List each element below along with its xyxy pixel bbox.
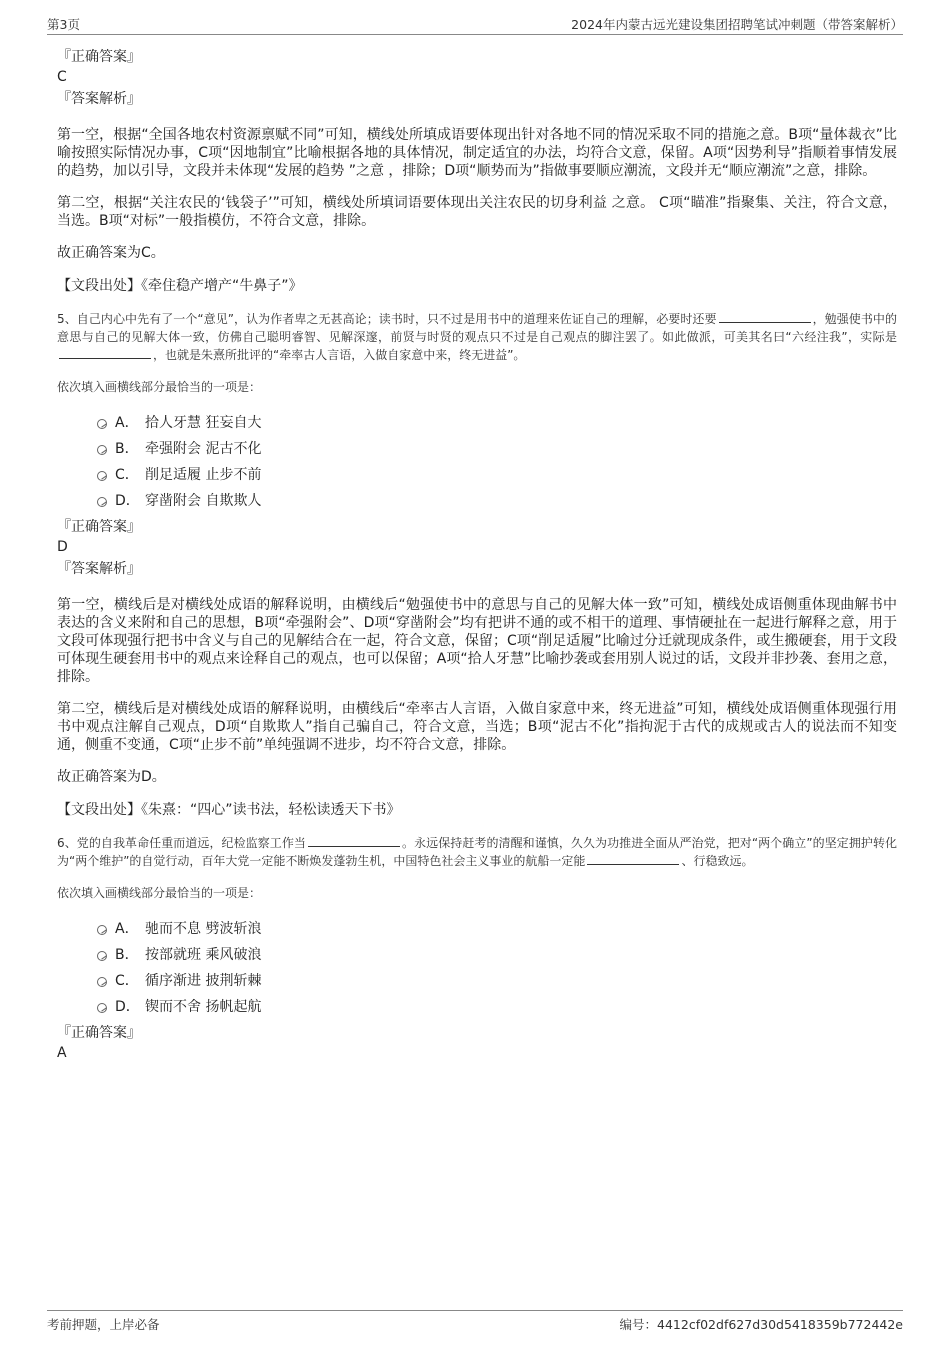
analysis-label: 『答案解析』 [57,561,141,577]
option-b[interactable] [97,942,897,968]
option-letter: C． [115,973,139,989]
option-text: 穿凿附会 自欺欺人 [145,493,262,509]
correct-answer-value: A [57,1045,67,1061]
radio-icon[interactable] [97,419,107,429]
fill-blank [59,346,151,359]
options-list [97,916,897,1020]
analysis-label: 『答案解析』 [57,91,141,107]
radio-icon[interactable] [97,977,107,987]
analysis-paragraph: 第一空，根据“全国各地农村资源禀赋不同”可知，横线处所填成语要体现出针对各地不同的情况采取不同的措施之意。B项“量体裁衣”比喻按照实际情况办事，C项“因地制宜”比喻根据各地的具体情况，制定适宜的办法，均符合文意，保留。A项“因势利导”指顺着事情发展的趋势，加以引导，文段并未体现“发展的趋势 ”之意 ，排除；D项“顺势而为”指做事要顺应潮流，文段并无“顺应潮流”之意，排除。 [57,127,897,179]
question-5 [57,310,897,820]
page-content [57,44,897,1062]
correct-answer-label: 『正确答案』 [57,49,141,65]
option-letter: D． [115,493,140,509]
radio-icon[interactable] [97,497,107,507]
option-letter: D． [115,999,140,1015]
fill-blank [587,852,679,865]
analysis-conclusion: 故正确答案为D。 [57,769,166,785]
question-4-answer-block [57,46,897,296]
page-footer [47,1310,903,1333]
option-d[interactable] [97,994,897,1020]
text-source: 【文段出处】《牵住稳产增产“牛鼻子”》 [57,278,303,294]
question-instruction: 依次填入画横线部分最恰当的一项是： [57,886,262,900]
analysis-paragraph: 第一空，横线后是对横线处成语的解释说明，由横线后“勉强使书中的意思与自己的见解大体一致”可知，横线处成语侧重体现曲解书中表达的含义来附和自己的思想，B项“牵强附会”、D项“穿凿附会”均有把讲不通的或不相干的道理、事情硬扯在一起进行解释之意，用于文段可体现强行把书中含义与自己的见解结合在一起，符合文意，保留；C项“削足适履”比喻过分迁就现成条件，或生搬硬套，用于文段可体现生硬套用书中的观点来诠释自己的观点，也可以保留；A项“拾人牙慧”比喻抄袭或套用别人说过的话，文段并非抄袭、套用之意，排除。 [57,597,897,685]
correct-answer-value: D [57,539,68,555]
option-d[interactable] [97,488,897,514]
text-source: 【文段出处】《朱熹：“四心”读书法，轻松读透天下书》 [57,802,401,818]
option-letter: A． [115,921,139,937]
question-text-part: 。永远保持赶考的清醒和谨慎，久久为功推进全面从严治党，把对“两个确立”的坚定拥护转化为“两个维护”的自觉行动，百年大党一定能不断焕发蓬勃生机，中国特色社会主义事业的航船一定能 [57,836,898,868]
option-text: 牵强附会 泥古不化 [145,441,262,457]
radio-icon[interactable] [97,1003,107,1013]
radio-icon[interactable] [97,951,107,961]
option-text: 削足适履 止步不前 [145,467,262,483]
option-text: 按部就班 乘风破浪 [145,947,262,963]
question-text-part: ，勉强使书中的意思与自己的见解大体一致，仿佛自己聪明睿智、见解深邃，前贤与时贤的观点只不过是自己观点的脚注罢了。如此做派，可美其名曰“六经注我”，实际是 [57,312,897,344]
question-text-part: ，也就是朱熹所批评的“牵率古人言语，入做自家意中来，终无进益”。 [153,348,526,362]
analysis-conclusion: 故正确答案为C。 [57,245,165,261]
question-text [57,310,897,364]
document-title: 2024年内蒙古远光建设集团招聘笔试冲刺题（带答案解析） [571,17,903,32]
question-6 [57,834,897,1062]
fill-blank [719,310,811,323]
option-c[interactable] [97,462,897,488]
option-a[interactable] [97,916,897,942]
page-number: 第3页 [47,17,80,32]
option-b[interactable] [97,436,897,462]
correct-answer-label: 『正确答案』 [57,519,141,535]
option-text: 锲而不舍 扬帆起航 [145,999,262,1015]
option-a[interactable] [97,410,897,436]
document-code: 编号：4412cf02df627d30d5418359b772442e [619,1317,903,1332]
analysis-paragraph: 第二空，根据“关注农民的‘钱袋子’”可知，横线处所填词语要体现出关注农民的切身利益 之意。 C项“瞄准”指聚集、关注，符合文意，当选。B项“对标”一般指模仿，不符合文意，排除。 [57,195,897,229]
radio-icon[interactable] [97,445,107,455]
option-letter: B． [115,947,139,963]
question-text-part: 6、党的自我革命任重而道远，纪检监察工作当 [57,836,306,850]
correct-answer-label: 『正确答案』 [57,1025,141,1041]
option-letter: C． [115,467,139,483]
question-text [57,834,897,870]
option-letter: B． [115,441,139,457]
page-header [47,12,903,35]
radio-icon[interactable] [97,471,107,481]
option-text: 拾人牙慧 狂妄自大 [145,415,262,431]
analysis-paragraph: 第二空，横线后是对横线处成语的解释说明，由横线后“牵率古人言语，入做自家意中来，终无进益”可知，横线处成语侧重体现强行用书中观点注解自己观点，D项“自欺欺人”指自己骗自己，符合文意，当选；B项“泥古不化”指拘泥于古代的成规或古人的说法而不知变通，侧重不变通，C项“止步不前”单纯强调不进步，均不符合文意，排除。 [57,701,897,753]
option-text: 驰而不息 劈波斩浪 [145,921,262,937]
fill-blank [308,834,400,847]
question-instruction: 依次填入画横线部分最恰当的一项是： [57,380,262,394]
option-text: 循序渐进 披荆斩棘 [145,973,262,989]
question-text-part: 、行稳致远。 [681,854,754,868]
options-list [97,410,897,514]
radio-icon[interactable] [97,925,107,935]
question-text-part: 5、自己内心中先有了一个“意见”，认为作者卑之无甚高论；读书时，只不过是用书中的道理来佐证自己的理解，必要时还要 [57,312,717,326]
correct-answer-value: C [57,69,67,85]
option-c[interactable] [97,968,897,994]
footer-slogan: 考前押题，上岸必备 [47,1317,160,1332]
option-letter: A． [115,415,139,431]
